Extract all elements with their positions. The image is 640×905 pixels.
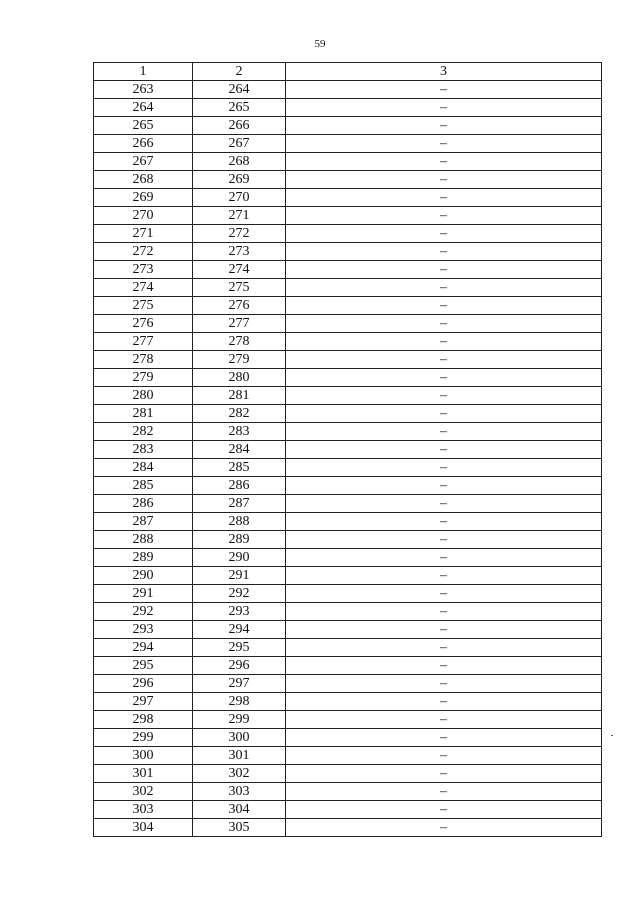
page-number: 59 bbox=[314, 38, 326, 50]
table-cell-col-3: – bbox=[286, 729, 602, 747]
table-cell-col-2: 303 bbox=[193, 783, 286, 801]
table-row bbox=[94, 99, 602, 117]
table-cell-col-3: – bbox=[286, 423, 602, 441]
table-cell-col-1: 278 bbox=[94, 351, 193, 369]
table-row bbox=[94, 711, 602, 729]
table-cell-col-3: – bbox=[286, 693, 602, 711]
table-cell-col-2: 283 bbox=[193, 423, 286, 441]
table-cell-col-2: 290 bbox=[193, 549, 286, 567]
table-cell-col-2: 291 bbox=[193, 567, 286, 585]
table-row bbox=[94, 819, 602, 837]
table-cell-col-1: 304 bbox=[94, 819, 193, 837]
table-cell-col-1: 303 bbox=[94, 801, 193, 819]
table-row bbox=[94, 783, 602, 801]
table-cell-col-2: 269 bbox=[193, 171, 286, 189]
table-row bbox=[94, 639, 602, 657]
table-cell-col-3: – bbox=[286, 495, 602, 513]
table-header bbox=[94, 63, 602, 81]
table-cell-col-3: – bbox=[286, 171, 602, 189]
table-cell-col-2: 289 bbox=[193, 531, 286, 549]
data-table bbox=[93, 62, 602, 837]
table-cell-col-3: – bbox=[286, 531, 602, 549]
table-row bbox=[94, 315, 602, 333]
table-cell-col-1: 285 bbox=[94, 477, 193, 495]
table-cell-col-2: 297 bbox=[193, 675, 286, 693]
table-cell-col-2: 266 bbox=[193, 117, 286, 135]
table-cell-col-3: – bbox=[286, 369, 602, 387]
table-cell-col-1: 290 bbox=[94, 567, 193, 585]
table-row bbox=[94, 675, 602, 693]
table-cell-col-3: – bbox=[286, 243, 602, 261]
table-cell-col-3: – bbox=[286, 801, 602, 819]
table-cell-col-3: – bbox=[286, 261, 602, 279]
table-cell-col-2: 271 bbox=[193, 207, 286, 225]
table-cell-col-2: 268 bbox=[193, 153, 286, 171]
table-cell-col-1: 284 bbox=[94, 459, 193, 477]
table-row bbox=[94, 351, 602, 369]
table-cell-col-2: 270 bbox=[193, 189, 286, 207]
table-cell-col-3: – bbox=[286, 513, 602, 531]
table-row bbox=[94, 621, 602, 639]
table-cell-col-3: – bbox=[286, 207, 602, 225]
table-cell-col-2: 284 bbox=[193, 441, 286, 459]
table-cell-col-3: – bbox=[286, 711, 602, 729]
table-row bbox=[94, 81, 602, 99]
table-cell-col-2: 279 bbox=[193, 351, 286, 369]
table-cell-col-1: 268 bbox=[94, 171, 193, 189]
table-cell-col-1: 292 bbox=[94, 603, 193, 621]
table-body bbox=[94, 81, 602, 837]
table-cell-col-2: 273 bbox=[193, 243, 286, 261]
table-row bbox=[94, 207, 602, 225]
table-cell-col-3: – bbox=[286, 135, 602, 153]
table-cell-col-2: 267 bbox=[193, 135, 286, 153]
table-cell-col-1: 275 bbox=[94, 297, 193, 315]
table-cell-col-2: 274 bbox=[193, 261, 286, 279]
table-cell-col-1: 289 bbox=[94, 549, 193, 567]
table-row bbox=[94, 243, 602, 261]
table-cell-col-1: 274 bbox=[94, 279, 193, 297]
table-cell-col-2: 280 bbox=[193, 369, 286, 387]
table-cell-col-1: 273 bbox=[94, 261, 193, 279]
table-cell-col-3: – bbox=[286, 351, 602, 369]
table-row bbox=[94, 297, 602, 315]
table-cell-col-1: 293 bbox=[94, 621, 193, 639]
header-row bbox=[94, 63, 602, 81]
table-row bbox=[94, 387, 602, 405]
table-cell-col-2: 305 bbox=[193, 819, 286, 837]
table-cell-col-2: 301 bbox=[193, 747, 286, 765]
table-cell-col-1: 295 bbox=[94, 657, 193, 675]
table-cell-col-1: 296 bbox=[94, 675, 193, 693]
table-row bbox=[94, 153, 602, 171]
column-header-2: 2 bbox=[193, 63, 286, 81]
table-cell-col-1: 265 bbox=[94, 117, 193, 135]
table-cell-col-3: – bbox=[286, 387, 602, 405]
table-cell-col-1: 298 bbox=[94, 711, 193, 729]
table-cell-col-2: 294 bbox=[193, 621, 286, 639]
table-cell-col-1: 272 bbox=[94, 243, 193, 261]
table-row bbox=[94, 567, 602, 585]
table-cell-col-3: – bbox=[286, 297, 602, 315]
table-cell-col-2: 282 bbox=[193, 405, 286, 423]
table-row bbox=[94, 693, 602, 711]
table-row bbox=[94, 405, 602, 423]
table-cell-col-3: – bbox=[286, 189, 602, 207]
table-row bbox=[94, 513, 602, 531]
table-cell-col-3: – bbox=[286, 405, 602, 423]
table-cell-col-2: 293 bbox=[193, 603, 286, 621]
table-cell-col-3: – bbox=[286, 549, 602, 567]
table-row bbox=[94, 279, 602, 297]
table-cell-col-1: 301 bbox=[94, 765, 193, 783]
table-cell-col-3: – bbox=[286, 315, 602, 333]
table-cell-col-1: 291 bbox=[94, 585, 193, 603]
table-cell-col-2: 275 bbox=[193, 279, 286, 297]
table-cell-col-1: 300 bbox=[94, 747, 193, 765]
table-row bbox=[94, 729, 602, 747]
table-row bbox=[94, 135, 602, 153]
table-cell-col-1: 281 bbox=[94, 405, 193, 423]
table-cell-col-1: 297 bbox=[94, 693, 193, 711]
table-cell-col-1: 271 bbox=[94, 225, 193, 243]
table-cell-col-3: – bbox=[286, 117, 602, 135]
table-cell-col-2: 292 bbox=[193, 585, 286, 603]
table-cell-col-1: 299 bbox=[94, 729, 193, 747]
table-cell-col-3: – bbox=[286, 747, 602, 765]
table-cell-col-2: 265 bbox=[193, 99, 286, 117]
table-cell-col-1: 287 bbox=[94, 513, 193, 531]
table-cell-col-2: 304 bbox=[193, 801, 286, 819]
table-cell-col-2: 300 bbox=[193, 729, 286, 747]
table-cell-col-2: 295 bbox=[193, 639, 286, 657]
column-header-3: 3 bbox=[286, 63, 602, 81]
table-cell-col-3: – bbox=[286, 441, 602, 459]
table-row bbox=[94, 531, 602, 549]
table-row bbox=[94, 801, 602, 819]
scan-speck bbox=[611, 735, 613, 736]
table-row bbox=[94, 549, 602, 567]
table-cell-col-1: 302 bbox=[94, 783, 193, 801]
table-cell-col-1: 264 bbox=[94, 99, 193, 117]
table-cell-col-1: 286 bbox=[94, 495, 193, 513]
table-cell-col-3: – bbox=[286, 279, 602, 297]
table-row bbox=[94, 225, 602, 243]
table-cell-col-1: 266 bbox=[94, 135, 193, 153]
table-row bbox=[94, 603, 602, 621]
table-row bbox=[94, 765, 602, 783]
table-cell-col-1: 279 bbox=[94, 369, 193, 387]
table-row bbox=[94, 459, 602, 477]
table-cell-col-2: 277 bbox=[193, 315, 286, 333]
column-header-1: 1 bbox=[94, 63, 193, 81]
table-cell-col-3: – bbox=[286, 153, 602, 171]
table-row bbox=[94, 441, 602, 459]
table-cell-col-1: 280 bbox=[94, 387, 193, 405]
table-cell-col-2: 298 bbox=[193, 693, 286, 711]
table-row bbox=[94, 261, 602, 279]
table-cell-col-3: – bbox=[286, 675, 602, 693]
table-row bbox=[94, 171, 602, 189]
table-row bbox=[94, 423, 602, 441]
table-cell-col-1: 294 bbox=[94, 639, 193, 657]
table-row bbox=[94, 657, 602, 675]
table-cell-col-2: 302 bbox=[193, 765, 286, 783]
table-cell-col-1: 277 bbox=[94, 333, 193, 351]
table-cell-col-2: 276 bbox=[193, 297, 286, 315]
table-cell-col-1: 282 bbox=[94, 423, 193, 441]
table-cell-col-1: 283 bbox=[94, 441, 193, 459]
table-row bbox=[94, 333, 602, 351]
table-cell-col-2: 286 bbox=[193, 477, 286, 495]
table-cell-col-3: – bbox=[286, 81, 602, 99]
table-cell-col-1: 276 bbox=[94, 315, 193, 333]
table-cell-col-1: 267 bbox=[94, 153, 193, 171]
table-cell-col-1: 270 bbox=[94, 207, 193, 225]
table-row bbox=[94, 189, 602, 207]
table-cell-col-3: – bbox=[286, 567, 602, 585]
table-cell-col-3: – bbox=[286, 819, 602, 837]
table-cell-col-2: 281 bbox=[193, 387, 286, 405]
table-cell-col-2: 272 bbox=[193, 225, 286, 243]
table-cell-col-3: – bbox=[286, 783, 602, 801]
table-row bbox=[94, 369, 602, 387]
table-cell-col-3: – bbox=[286, 225, 602, 243]
table-cell-col-3: – bbox=[286, 603, 602, 621]
table-cell-col-3: – bbox=[286, 657, 602, 675]
table-cell-col-2: 299 bbox=[193, 711, 286, 729]
table-row bbox=[94, 477, 602, 495]
table-cell-col-2: 285 bbox=[193, 459, 286, 477]
table-cell-col-1: 288 bbox=[94, 531, 193, 549]
table-cell-col-3: – bbox=[286, 765, 602, 783]
table-cell-col-2: 287 bbox=[193, 495, 286, 513]
table-cell-col-1: 263 bbox=[94, 81, 193, 99]
table-cell-col-3: – bbox=[286, 639, 602, 657]
table-row bbox=[94, 747, 602, 765]
table-cell-col-3: – bbox=[286, 477, 602, 495]
table-row bbox=[94, 117, 602, 135]
table-cell-col-2: 296 bbox=[193, 657, 286, 675]
table-cell-col-2: 288 bbox=[193, 513, 286, 531]
table-cell-col-2: 278 bbox=[193, 333, 286, 351]
table-cell-col-3: – bbox=[286, 99, 602, 117]
table-cell-col-1: 269 bbox=[94, 189, 193, 207]
table-row bbox=[94, 495, 602, 513]
table-cell-col-2: 264 bbox=[193, 81, 286, 99]
table-cell-col-3: – bbox=[286, 333, 602, 351]
table-cell-col-3: – bbox=[286, 585, 602, 603]
table-cell-col-3: – bbox=[286, 459, 602, 477]
table-cell-col-3: – bbox=[286, 621, 602, 639]
table-row bbox=[94, 585, 602, 603]
